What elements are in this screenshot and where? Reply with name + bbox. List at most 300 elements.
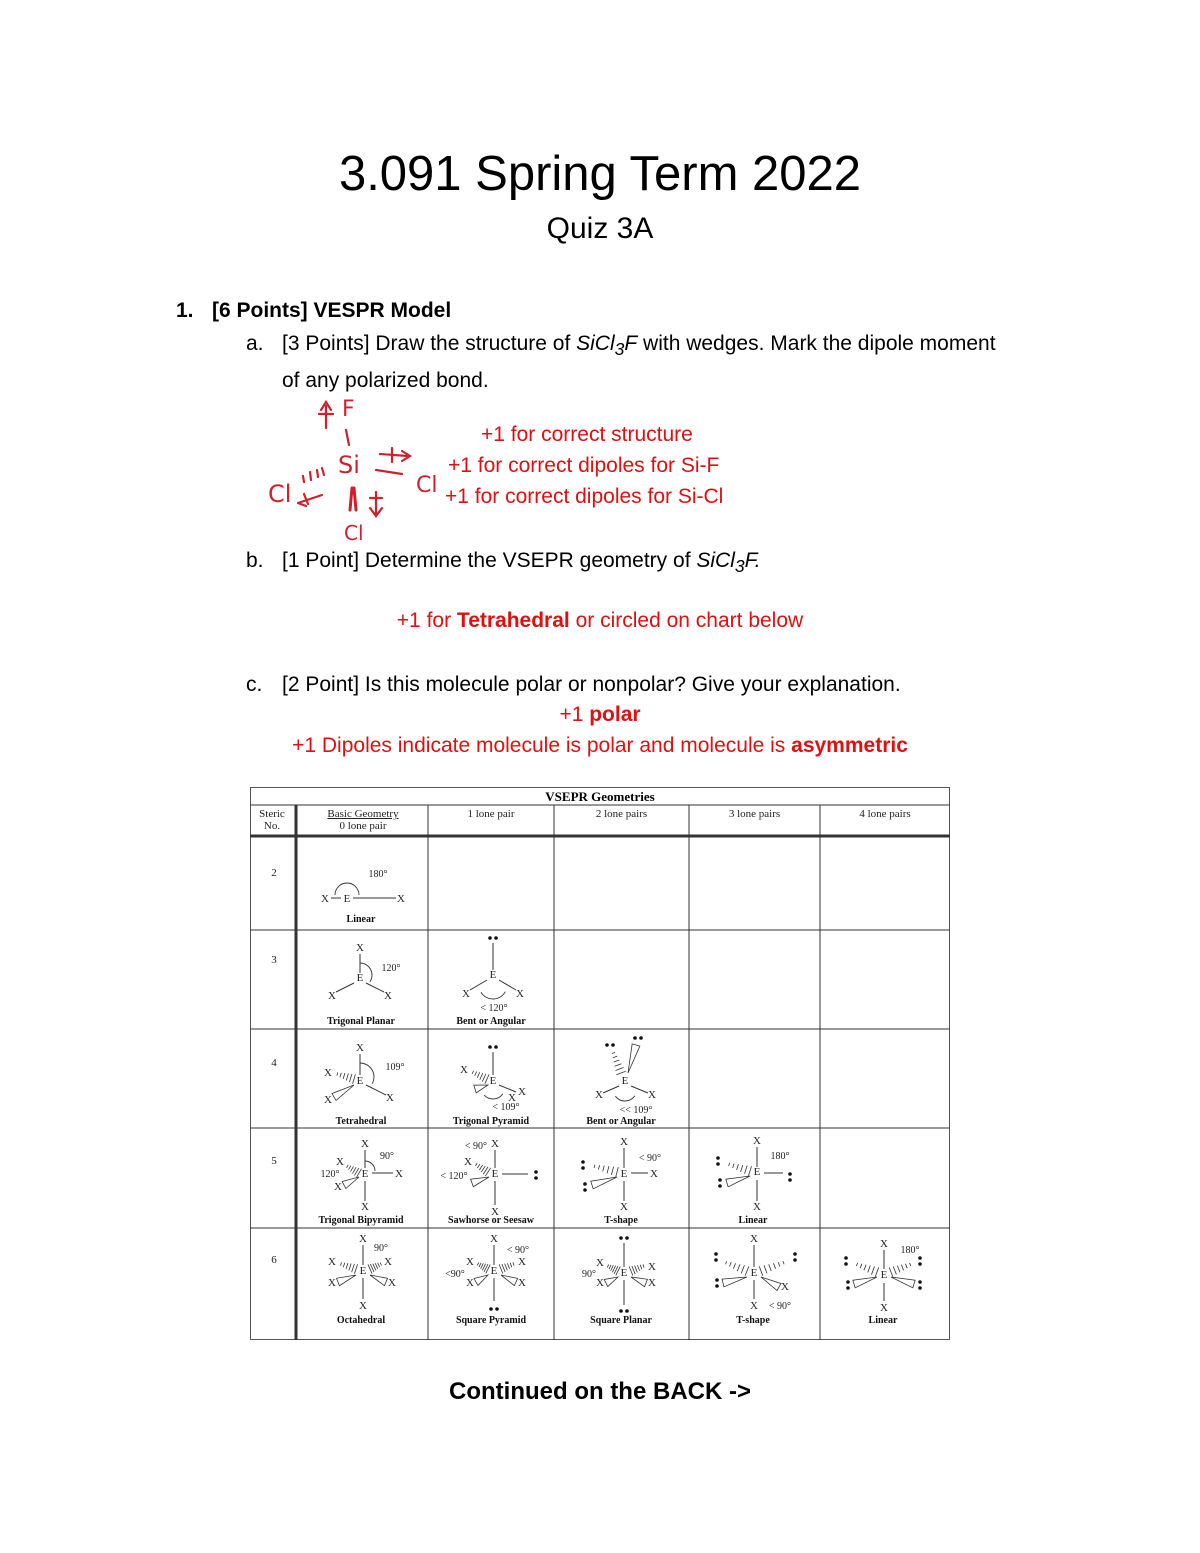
lone-pair-dots bbox=[489, 1307, 493, 1311]
atom-x: X bbox=[334, 1181, 342, 1193]
lone-pair-dots bbox=[844, 1256, 848, 1260]
sketch-si-label: Si bbox=[338, 451, 360, 479]
header-steric-line1: Steric bbox=[259, 808, 285, 820]
lone-pair-dots bbox=[619, 1236, 623, 1240]
wedge-bond bbox=[471, 1177, 489, 1187]
geom-trigonal-bipyramid: Trigonal Bipyramid bbox=[318, 1215, 404, 1226]
hashed-bond bbox=[635, 1266, 638, 1273]
hashed-bond bbox=[733, 1263, 735, 1269]
hashed-bond bbox=[759, 1266, 762, 1275]
part-b-text bbox=[282, 545, 1006, 582]
atom-x: X bbox=[466, 1277, 474, 1289]
atom-x: X bbox=[620, 1136, 628, 1148]
steric-2: 2 bbox=[271, 867, 277, 879]
hashed-bond bbox=[481, 1263, 484, 1268]
hashed-bond bbox=[352, 1264, 355, 1272]
atom-x: X bbox=[753, 1201, 761, 1213]
lone-pair-dots bbox=[495, 1307, 499, 1311]
angle-label-sqplanar: 90° bbox=[582, 1269, 596, 1280]
lone-pair-dots bbox=[788, 1172, 792, 1176]
atom-e: E bbox=[491, 1168, 499, 1180]
hashed-bond bbox=[745, 1266, 749, 1275]
hashed-bond bbox=[637, 1265, 639, 1271]
hashed-bond bbox=[346, 1263, 348, 1269]
hashed-bond bbox=[349, 1074, 351, 1082]
formula-b-main: SiCl bbox=[696, 549, 735, 572]
atom-x: X bbox=[490, 1233, 498, 1245]
header-basic-geometry bbox=[298, 808, 428, 832]
header-4-lone-pairs: 4 lone pairs bbox=[859, 808, 911, 820]
question-heading-text: [6 Points] VESPR Model bbox=[212, 299, 452, 322]
hashed-bond bbox=[346, 1073, 348, 1080]
lone-pair-dots bbox=[488, 1045, 492, 1049]
formula-a-end: F bbox=[624, 332, 638, 355]
hashed-bond bbox=[603, 1166, 605, 1172]
atom-x: X bbox=[361, 1201, 369, 1213]
bond bbox=[336, 983, 354, 992]
steric-5: 5 bbox=[271, 1155, 277, 1167]
angle-label-tshape6: < 90° bbox=[768, 1301, 792, 1312]
wedge-bond bbox=[501, 1275, 518, 1286]
hashed-bond bbox=[733, 1163, 734, 1167]
atom-x: X bbox=[596, 1277, 604, 1289]
part-a-text-start: [3 Points] Draw the structure of bbox=[282, 332, 577, 355]
angle-label-trigonal: 120° bbox=[381, 963, 401, 974]
bond bbox=[366, 1085, 386, 1095]
grading-b-prefix: +1 for bbox=[396, 609, 457, 632]
grading-c-1-prefix: +1 bbox=[559, 703, 590, 726]
angle-label-seesaw-1: < 90° bbox=[464, 1141, 488, 1152]
wedge-bond bbox=[604, 1277, 618, 1287]
atom-x: X bbox=[359, 1300, 367, 1312]
hashed-bond bbox=[375, 1263, 378, 1268]
formula-b bbox=[696, 549, 761, 577]
atom-x: X bbox=[384, 1256, 392, 1268]
hashed-bond bbox=[611, 1265, 614, 1270]
sketch-f-label: F bbox=[342, 397, 355, 422]
atom-e: E bbox=[356, 972, 364, 984]
atom-x: X bbox=[395, 1168, 403, 1180]
atom-x: X bbox=[508, 1092, 516, 1104]
hashed-bond bbox=[905, 1264, 907, 1268]
grading-a-1: +1 for correct structure bbox=[481, 423, 693, 446]
grading-b bbox=[0, 609, 1200, 633]
atom-x: X bbox=[397, 893, 405, 905]
hashed-bond bbox=[607, 1166, 609, 1173]
vsepr-geometries-table bbox=[250, 787, 950, 1340]
part-a-text bbox=[282, 328, 1006, 396]
lone-pair-dots bbox=[844, 1262, 848, 1266]
handwritten-sicl3f-sketch bbox=[258, 390, 438, 545]
lone-pair-dots bbox=[716, 1156, 720, 1160]
atom-e: E bbox=[359, 1265, 367, 1277]
part-a-label: a. bbox=[246, 332, 264, 355]
geom-tshape-5: T-shape bbox=[604, 1215, 638, 1226]
geom-trigonal-pyramid: Trigonal Pyramid bbox=[452, 1116, 530, 1127]
grading-c-2-bold: asymmetric bbox=[791, 734, 908, 757]
hashed-bond bbox=[615, 1064, 622, 1067]
atom-x: X bbox=[596, 1257, 604, 1269]
atom-x: X bbox=[491, 1138, 499, 1150]
atom-x: X bbox=[386, 1092, 394, 1104]
atom-e: E bbox=[753, 1166, 761, 1178]
lone-pair-dots bbox=[488, 936, 492, 940]
atom-e: E bbox=[489, 969, 497, 981]
hashed-bond bbox=[611, 1167, 613, 1175]
angle-arc bbox=[615, 1096, 635, 1101]
atom-x: X bbox=[388, 1277, 396, 1289]
atom-x: X bbox=[781, 1281, 789, 1293]
hashed-bond bbox=[748, 1166, 751, 1176]
header-steric bbox=[252, 808, 292, 832]
atom-x: X bbox=[336, 1156, 344, 1168]
atom-e: E bbox=[490, 1265, 498, 1277]
wedge-bond bbox=[591, 1177, 617, 1189]
part-a bbox=[246, 328, 1006, 396]
geom-tshape-6: T-shape bbox=[736, 1315, 770, 1326]
hashed-bond bbox=[475, 1072, 477, 1076]
sketch-cl-right-label: Cl bbox=[416, 473, 438, 498]
grading-b-bold: Tetrahedral bbox=[456, 609, 570, 632]
lone-pair-dots bbox=[534, 1170, 538, 1174]
part-c bbox=[246, 669, 1006, 700]
grading-a-2: +1 for correct dipoles for Si-F bbox=[448, 454, 720, 477]
hashed-bond bbox=[893, 1266, 896, 1274]
hashed-bond bbox=[607, 1265, 608, 1268]
hashed-bond bbox=[594, 1165, 595, 1168]
bond bbox=[499, 980, 516, 990]
atom-x: X bbox=[648, 1261, 656, 1273]
hashed-bond bbox=[479, 1165, 482, 1170]
page-title: 3.091 Spring Term 2022 bbox=[338, 147, 862, 201]
lone-pair-dots bbox=[918, 1286, 922, 1290]
vsepr-table-grid bbox=[250, 787, 950, 1340]
hashed-bond bbox=[726, 1261, 727, 1264]
wedge-bond bbox=[474, 1085, 488, 1093]
hashed-bond bbox=[613, 1056, 617, 1058]
atom-x: X bbox=[324, 1094, 332, 1106]
hashed-bond bbox=[598, 1165, 599, 1170]
wedge-bond bbox=[342, 1177, 359, 1189]
formula-a-main: SiCl bbox=[576, 332, 615, 355]
hashed-bond bbox=[643, 1264, 644, 1267]
hashed-bond bbox=[486, 1265, 490, 1274]
angle-label-tetra: 109° bbox=[385, 1062, 405, 1073]
hashed-bond bbox=[616, 1267, 620, 1276]
hashed-bond bbox=[353, 1167, 357, 1173]
wedge-bond bbox=[726, 1176, 750, 1187]
geom-linear-6: Linear bbox=[868, 1315, 898, 1326]
wedge-bond bbox=[761, 1277, 781, 1290]
hashed-bond bbox=[889, 1267, 893, 1276]
geom-bent-3: Bent or Angular bbox=[456, 1016, 526, 1027]
part-a-text-end: with wedges. Mark the dipole moment of any polarized bond. bbox=[282, 332, 996, 393]
angle-label-pyramid: < 109° bbox=[492, 1102, 520, 1113]
hashed-bond bbox=[615, 1067, 623, 1070]
wedge-bond bbox=[628, 1044, 640, 1073]
atom-x: X bbox=[324, 1067, 332, 1079]
formula-a bbox=[576, 332, 638, 360]
hashed-bond bbox=[354, 1264, 357, 1273]
atom-e: E bbox=[489, 1075, 497, 1087]
page-subtitle: Quiz 3A bbox=[546, 212, 654, 245]
hashed-bond bbox=[737, 1164, 739, 1170]
atom-x: X bbox=[518, 1256, 526, 1268]
lone-pair-dots bbox=[716, 1162, 720, 1166]
hashed-bond bbox=[351, 1166, 354, 1171]
atom-x: X bbox=[750, 1300, 758, 1312]
hashed-bond bbox=[349, 1264, 351, 1271]
steric-4: 4 bbox=[271, 1057, 277, 1069]
wedge-bond bbox=[631, 1277, 647, 1287]
atom-e: E bbox=[750, 1267, 758, 1279]
atom-x: X bbox=[880, 1238, 888, 1250]
hashed-bond bbox=[502, 1264, 505, 1272]
angle-label-sqpyr-1: < 90° bbox=[506, 1245, 530, 1256]
header-basic-line2: 0 lone pair bbox=[339, 820, 387, 832]
geom-linear-2: Linear bbox=[346, 914, 376, 925]
lone-pair-dots bbox=[718, 1184, 722, 1188]
angle-label-linear6: 180° bbox=[900, 1245, 920, 1256]
atom-x: X bbox=[328, 1277, 336, 1289]
lone-pair-dots bbox=[788, 1178, 792, 1182]
hashed-bond bbox=[481, 1166, 485, 1172]
hashed-bond bbox=[632, 1266, 635, 1274]
atom-e: E bbox=[620, 1267, 628, 1279]
atom-x: X bbox=[753, 1135, 761, 1147]
hashed-bond bbox=[477, 1072, 480, 1077]
hashed-bond bbox=[741, 1165, 743, 1172]
hashed-bond bbox=[616, 1167, 619, 1177]
wedge-bond bbox=[337, 1275, 356, 1286]
steric-6: 6 bbox=[271, 1254, 277, 1266]
atom-e: E bbox=[620, 1168, 628, 1180]
wedge-bond bbox=[722, 1277, 747, 1287]
hashed-bond bbox=[745, 1166, 748, 1174]
formula-a-sub: 3 bbox=[614, 339, 625, 360]
hashed-bond bbox=[343, 1263, 344, 1267]
lone-pair-dots bbox=[639, 1036, 643, 1040]
question-1-heading bbox=[176, 299, 451, 323]
hashed-bond bbox=[910, 1263, 911, 1266]
lone-pair-dots bbox=[633, 1036, 637, 1040]
hashed-bond bbox=[337, 1072, 338, 1075]
angle-label-sqpyr-2: <90° bbox=[445, 1269, 465, 1280]
atom-e: E bbox=[343, 893, 351, 905]
angle-label-tbp-ax: 90° bbox=[380, 1151, 394, 1162]
hashed-bond bbox=[778, 1262, 780, 1266]
geom-trigonal-planar: Trigonal Planar bbox=[327, 1016, 395, 1027]
lone-pair-dots bbox=[793, 1258, 797, 1262]
part-c-label: c. bbox=[246, 673, 263, 696]
bond bbox=[499, 1085, 516, 1092]
atom-x: X bbox=[462, 988, 470, 1000]
hashed-bond bbox=[764, 1265, 767, 1273]
hashed-bond bbox=[614, 1060, 620, 1062]
atom-e: E bbox=[621, 1075, 629, 1087]
lone-pair-dots bbox=[494, 936, 498, 940]
hashed-bond bbox=[856, 1263, 857, 1266]
hashed-bond bbox=[485, 1168, 490, 1176]
atom-x: X bbox=[750, 1233, 758, 1245]
lone-pair-dots bbox=[918, 1262, 922, 1266]
atom-x: X bbox=[356, 942, 364, 954]
bond bbox=[470, 980, 487, 990]
atom-x: X bbox=[648, 1277, 656, 1289]
geom-linear-5: Linear bbox=[738, 1215, 768, 1226]
atom-x: X bbox=[620, 1201, 628, 1213]
part-c-text: [2 Point] Is this molecule polar or nonpolar? Give your explanation. bbox=[282, 673, 901, 696]
lone-pair-dots bbox=[846, 1280, 850, 1284]
atom-x: X bbox=[361, 1138, 369, 1150]
angle-label-tshape: < 90° bbox=[638, 1153, 662, 1164]
hashed-bond bbox=[897, 1266, 900, 1273]
atom-x: X bbox=[466, 1256, 474, 1268]
vsepr-table-title: VSEPR Geometries bbox=[545, 789, 655, 804]
hashed-bond bbox=[769, 1264, 772, 1271]
hashed-bond bbox=[901, 1265, 903, 1271]
hashed-bond bbox=[482, 1074, 486, 1082]
bond bbox=[366, 983, 384, 992]
atom-x: X bbox=[359, 1233, 367, 1245]
hashed-bond bbox=[479, 1263, 481, 1267]
atom-e: E bbox=[356, 1075, 364, 1087]
atom-x: X bbox=[328, 1256, 336, 1268]
angle-label-tbp-eq: 120° bbox=[320, 1169, 340, 1180]
atom-x: X bbox=[491, 1206, 499, 1218]
angle-label-bent3: < 120° bbox=[480, 1003, 508, 1014]
wedge-bond bbox=[474, 1275, 488, 1285]
header-3-lone-pairs: 3 lone pairs bbox=[728, 808, 781, 820]
lone-pair-dots bbox=[625, 1309, 629, 1313]
hashed-bond bbox=[609, 1265, 611, 1269]
atom-x: X bbox=[518, 1086, 526, 1098]
geom-tetrahedral: Tetrahedral bbox=[335, 1116, 387, 1127]
hashed-bond bbox=[480, 1073, 483, 1080]
hashed-bond bbox=[477, 1263, 478, 1266]
bond bbox=[631, 1086, 648, 1093]
lone-pair-dots bbox=[918, 1280, 922, 1284]
wedge-bond bbox=[853, 1277, 877, 1288]
part-b-label: b. bbox=[246, 549, 264, 572]
atom-x: X bbox=[321, 893, 329, 905]
grading-c-2 bbox=[0, 734, 1200, 758]
lone-pair-dots bbox=[581, 1166, 585, 1170]
lone-pair-dots bbox=[534, 1176, 538, 1180]
hashed-bond bbox=[507, 1263, 509, 1269]
atom-x: X bbox=[880, 1302, 888, 1314]
hashed-bond bbox=[513, 1262, 514, 1265]
hashed-bond bbox=[349, 1166, 351, 1170]
hashed-bond bbox=[340, 1073, 341, 1077]
lone-pair-dots bbox=[715, 1278, 719, 1282]
grading-b-suffix: or circled on chart below bbox=[569, 609, 804, 632]
hashed-bond bbox=[773, 1263, 775, 1269]
wedge-bond bbox=[891, 1277, 915, 1288]
atom-x: X bbox=[460, 1064, 468, 1076]
angle-arc bbox=[481, 992, 505, 999]
angle-label-linear5: 180° bbox=[770, 1151, 790, 1162]
lone-pair-dots bbox=[846, 1286, 850, 1290]
hashed-bond bbox=[505, 1264, 508, 1271]
atom-e: E bbox=[880, 1269, 888, 1281]
lone-pair-dots bbox=[625, 1236, 629, 1240]
grading-c-1 bbox=[0, 703, 1200, 727]
hashed-bond bbox=[729, 1163, 730, 1166]
angle-label-seesaw-2: < 120° bbox=[440, 1171, 468, 1182]
lone-pair-dots bbox=[918, 1256, 922, 1260]
steric-3: 3 bbox=[271, 954, 277, 966]
lone-pair-dots bbox=[793, 1252, 797, 1256]
hashed-bond bbox=[353, 1074, 356, 1084]
header-basic-line1: Basic Geometry bbox=[327, 808, 399, 820]
wedge-bond bbox=[370, 1275, 388, 1286]
hashed-bond bbox=[340, 1262, 341, 1265]
hashed-bond bbox=[343, 1073, 345, 1079]
angle-label-oct: 90° bbox=[374, 1243, 388, 1254]
geom-square-pyramid: Square Pyramid bbox=[455, 1315, 527, 1326]
grading-c-2-prefix: +1 Dipoles indicate molecule is polar and molecule is bbox=[292, 734, 792, 757]
grading-c-1-bold: polar bbox=[589, 703, 641, 726]
lone-pair-dots bbox=[718, 1178, 722, 1182]
header-steric-line2: No. bbox=[263, 820, 281, 832]
hashed-bond bbox=[868, 1266, 871, 1273]
hashed-bond bbox=[864, 1265, 866, 1271]
part-b bbox=[246, 545, 1006, 582]
formula-b-sub: 3 bbox=[734, 556, 745, 577]
atom-x: X bbox=[464, 1156, 472, 1168]
lone-pair-dots bbox=[714, 1252, 718, 1256]
hashed-bond bbox=[783, 1261, 784, 1264]
header-2-lone-pairs: 2 lone pairs bbox=[595, 808, 648, 820]
continued-on-back: Continued on the BACK -> bbox=[449, 1378, 751, 1405]
geom-bent-4: Bent or Angular bbox=[586, 1116, 656, 1127]
part-b-text-start: [1 Point] Determine the VSEPR geometry of bbox=[282, 549, 697, 572]
hashed-bond bbox=[347, 1165, 349, 1168]
angle-label-linear: 180° bbox=[368, 869, 388, 880]
lone-pair-dots bbox=[611, 1043, 615, 1047]
hashed-bond bbox=[612, 1052, 615, 1053]
angle-arc bbox=[484, 1094, 503, 1099]
hashed-bond bbox=[741, 1265, 744, 1273]
bond bbox=[603, 1086, 619, 1093]
atom-e: E bbox=[361, 1168, 369, 1180]
atom-x: X bbox=[516, 988, 524, 1000]
header-1-lone-pair: 1 lone pair bbox=[467, 808, 515, 820]
hashed-bond bbox=[729, 1262, 731, 1266]
lone-pair-dots bbox=[581, 1160, 585, 1164]
geom-seesaw: Sawhorse or Seesaw bbox=[448, 1215, 534, 1226]
hashed-bond bbox=[373, 1264, 376, 1271]
hashed-bond bbox=[475, 1163, 477, 1166]
atom-x: X bbox=[328, 990, 336, 1002]
hashed-bond bbox=[875, 1267, 879, 1276]
sketch-cl-bottom-label: Cl bbox=[344, 521, 364, 545]
lone-pair-dots bbox=[583, 1188, 587, 1192]
lone-pair-dots bbox=[605, 1043, 609, 1047]
hashed-bond bbox=[477, 1164, 480, 1168]
lone-pair-dots bbox=[715, 1284, 719, 1288]
atom-x: X bbox=[356, 1042, 364, 1054]
hashed-bond bbox=[472, 1071, 473, 1074]
atom-x: X bbox=[518, 1277, 526, 1289]
atom-x: X bbox=[384, 990, 392, 1002]
geom-octahedral: Octahedral bbox=[336, 1315, 386, 1326]
hashed-bond bbox=[860, 1264, 862, 1268]
geom-square-planar: Square Planar bbox=[590, 1315, 652, 1326]
hashed-bond bbox=[510, 1263, 512, 1267]
hashed-bond bbox=[871, 1266, 874, 1274]
